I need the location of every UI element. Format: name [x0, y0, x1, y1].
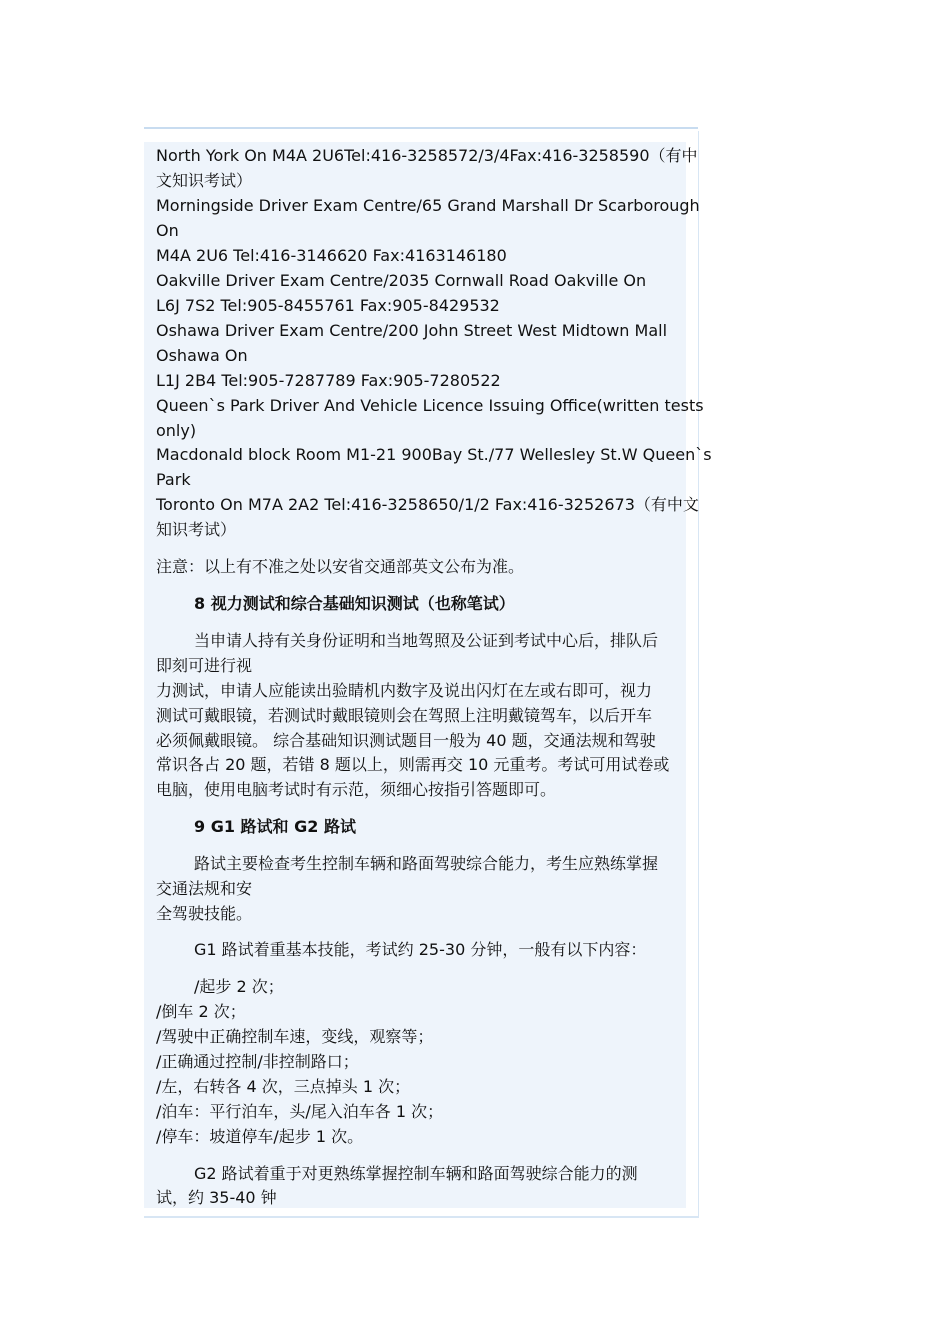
list-item: /倒车 2 次； — [156, 1002, 246, 1021]
contact-line: Oakville Driver Exam Centre/2035 Cornwall Road Oakville On — [156, 271, 647, 290]
list-item: /正确通过控制/非控制路口； — [156, 1052, 359, 1071]
contact-line: Toronto On M7A 2A2 Tel:416-3258650/1/2 Fax:416-3252673（有中文 — [156, 495, 699, 514]
paragraph-line: 当申请人持有关身份证明和当地驾照及公证到考试中心后，排队后 — [194, 631, 659, 650]
paragraph-line: 全驾驶技能。 — [156, 904, 253, 923]
paragraph-line: 电脑，使用电脑考试时有示范，须细心按指引答题即可。 — [156, 780, 557, 799]
contact-line: Oshawa Driver Exam Centre/200 John Street West Midtown Mall — [156, 321, 668, 340]
list-item: /停车：坡道停车/起步 1 次。 — [156, 1127, 364, 1146]
contact-line: L1J 2B4 Tel:905-7287789 Fax:905-7280522 — [156, 371, 501, 390]
contact-line: only) — [156, 421, 197, 440]
top-rule — [144, 127, 698, 129]
contact-line: Macdonald block Room M1-21 900Bay St./77 Wellesley St.W Queen`s — [156, 445, 712, 464]
paragraph-line: 交通法规和安 — [156, 879, 253, 898]
contact-line: Morningside Driver Exam Centre/65 Grand Marshall Dr Scarborough — [156, 196, 700, 215]
contact-line: M4A 2U6 Tel:416-3146620 Fax:4163146180 — [156, 246, 507, 265]
contact-line: Queen`s Park Driver And Vehicle Licence Issuing Office(written tests — [156, 396, 704, 415]
section-9-heading: 9 G1 路试和 G2 路试 — [194, 817, 356, 836]
list-item: /泊车：平行泊车，头/尾入泊车各 1 次； — [156, 1102, 444, 1121]
paragraph-line: 路试主要检查考生控制车辆和路面驾驶综合能力，考生应熟练掌握 — [194, 854, 659, 873]
list-item: /起步 2 次； — [194, 977, 284, 996]
contact-line: On — [156, 221, 179, 240]
contact-line: North York On M4A 2U6Tel:416-3258572/3/4Fax:416-3258590（有中 — [156, 146, 698, 165]
g1-intro: G1 路试着重基本技能，考试约 25-30 分钟，一般有以下内容： — [194, 940, 647, 959]
list-item: /左，右转各 4 次，三点掉头 1 次； — [156, 1077, 411, 1096]
section-8-heading: 8 视力测试和综合基础知识测试（也称笔试） — [194, 594, 515, 613]
paragraph-line: 力测试，申请人应能读出验睛机内数字及说出闪灯在左或右即可，视力 — [156, 681, 653, 700]
paragraph-line: 必须佩戴眼镜。 综合基础知识测试题目一般为 40 题，交通法规和驾驶 — [156, 731, 656, 750]
contact-line: 知识考试） — [156, 520, 237, 539]
list-item: /驾驶中正确控制车速，变线，观察等； — [156, 1027, 434, 1046]
paragraph-line: 常识各占 20 题，若错 8 题以上，则需再交 10 元重考。考试可用试卷或 — [156, 755, 670, 774]
contact-line: L6J 7S2 Tel:905-8455761 Fax:905-8429532 — [156, 296, 500, 315]
contact-line: Oshawa On — [156, 346, 248, 365]
paragraph-line: 试，约 35-40 钟 — [156, 1188, 277, 1207]
note-text: 注意：以上有不准之处以安省交通部英文公布为准。 — [156, 557, 525, 576]
contact-line: Park — [156, 470, 191, 489]
paragraph-line: G2 路试着重于对更熟练掌握控制车辆和路面驾驶综合能力的测 — [194, 1164, 638, 1183]
contact-line: 文知识考试） — [156, 171, 253, 190]
paragraph-line: 即刻可进行视 — [156, 656, 253, 675]
paragraph-line: 测试可戴眼镜，若测试时戴眼镜则会在驾照上注明戴镜驾车，以后开车 — [156, 706, 653, 725]
